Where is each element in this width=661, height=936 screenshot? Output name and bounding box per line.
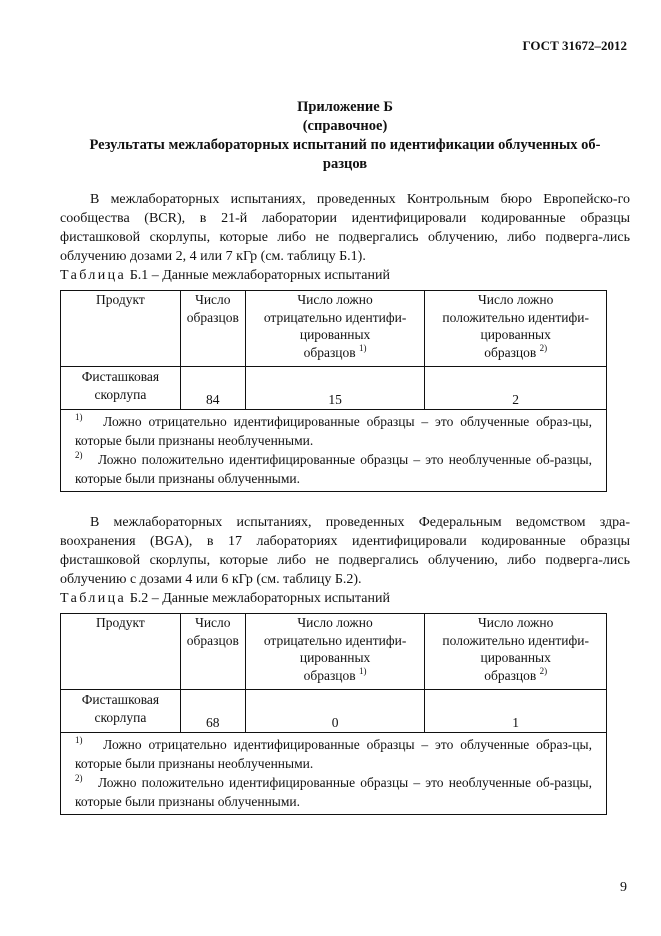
footnote-ref-2: 2): [539, 665, 548, 676]
table-2-caption-rest: Б.2 – Данные межлабораторных испытаний: [126, 591, 390, 606]
appendix-heading-line-1: Результаты межлабораторных испытаний по идентификации облученных об-: [89, 137, 601, 153]
table-2: [60, 613, 607, 815]
footnote-ref-2: 2): [539, 342, 548, 353]
table-2-header-count: Число образцов: [180, 614, 245, 690]
table-1-header-false-positive: Число ложно положительно идентифи- цированных образцов $^{2)}$: [425, 291, 607, 367]
table-1-footnote-1: $^{1)}$ Ложно отрицательно идентифицированные образцы – это облученные образ-цы, которые были признаны необлученными.: [75, 412, 592, 448]
table-1-caption-word: Таблица: [60, 268, 127, 283]
appendix-heading-line-2: разцов: [322, 156, 368, 172]
table-2-cell-product: Фисташковая скорлупа: [61, 690, 181, 733]
standard-code: ГОСТ 31672–2012: [522, 38, 627, 53]
table-2-header-product: Продукт: [61, 614, 181, 690]
appendix-title: Приложение Б: [297, 99, 393, 115]
table-2-header-false-positive: Число ложно положительно идентифи- цированных образцов $^{2)}$: [425, 614, 607, 690]
paragraph-2: [60, 513, 630, 589]
table-1-footnotes: [61, 410, 607, 492]
table-1-caption-rest: Б.1 – Данные межлабораторных испытаний: [126, 268, 390, 283]
paragraph-1-text: В межлабораторных испытаниях, проведенных Контрольным бюро Европейско-го сообщества (BCR), в 21-й лаборатории идентифицировали кодированные образцы фисташковой скорлупы, которые либо не подвергались облучению, либо подверга-лись облучению дозами 2, 4 или 7 кГр (см. таблицу Б.1).: [60, 192, 630, 264]
table-2-cell-count: 68: [180, 690, 245, 733]
table-2-cell-false-negative: 0: [245, 690, 425, 733]
table-1: [60, 290, 607, 492]
table-2-header-false-negative: Число ложно отрицательно идентифи- цированных образцов $^{1)}$: [245, 614, 425, 690]
table-2-caption: [60, 591, 390, 607]
table-2-header-row: [61, 614, 607, 690]
table-2-footnote-1: $^{1)}$ Ложно отрицательно идентифицированные образцы – это облученные образ-цы, которые были признаны необлученными.: [75, 735, 592, 771]
table-2-footnote-2: $^{2)}$ Ложно положительно идентифицированные образцы – это необлученные об-разцы, которые были признаны облученными.: [75, 773, 592, 809]
paragraph-2-text: В межлабораторных испытаниях, проведенных Федеральным ведомством здра-воохранения (BGA), в 17 лабораториях идентифицировали кодированные образцы фисташковой скорлупы, которые либо не подвергались облучению, либо подверга-лись облучению с дозами 4 или 6 кГр (см. таблицу Б.2).: [60, 515, 630, 587]
table-1-header-false-negative: Число ложно отрицательно идентифи- цированных образцов $^{1)}$: [245, 291, 425, 367]
table-1-header-row: [61, 291, 607, 367]
table-1-footnote-2: $^{2)}$ Ложно положительно идентифицированные образцы – это необлученные об-разцы, которые были признаны облученными.: [75, 450, 592, 486]
appendix-subtitle: (справочное): [302, 118, 388, 134]
table-2-footnotes-row: [61, 733, 607, 815]
table-2-caption-word: Таблица: [60, 591, 127, 606]
table-1-cell-false-negative: 15: [245, 367, 425, 410]
table-1-header-count: Число образцов: [180, 291, 245, 367]
table-row: [61, 367, 607, 410]
table-1-cell-false-positive: 2: [425, 367, 607, 410]
page-number: 9: [620, 880, 627, 895]
table-1-header-product: Продукт: [61, 291, 181, 367]
table-row: [61, 690, 607, 733]
footnote-ref-1: 1): [359, 665, 367, 676]
paragraph-1: [60, 190, 630, 266]
footnote-ref-1: 1): [359, 342, 367, 353]
table-1-cell-count: 84: [180, 367, 245, 410]
table-2-cell-false-positive: 1: [425, 690, 607, 733]
table-1-caption: [60, 268, 390, 284]
table-1-footnotes-row: [61, 410, 607, 492]
table-1-cell-product: Фисташковая скорлупа: [61, 367, 181, 410]
table-2-footnotes: [61, 733, 607, 815]
